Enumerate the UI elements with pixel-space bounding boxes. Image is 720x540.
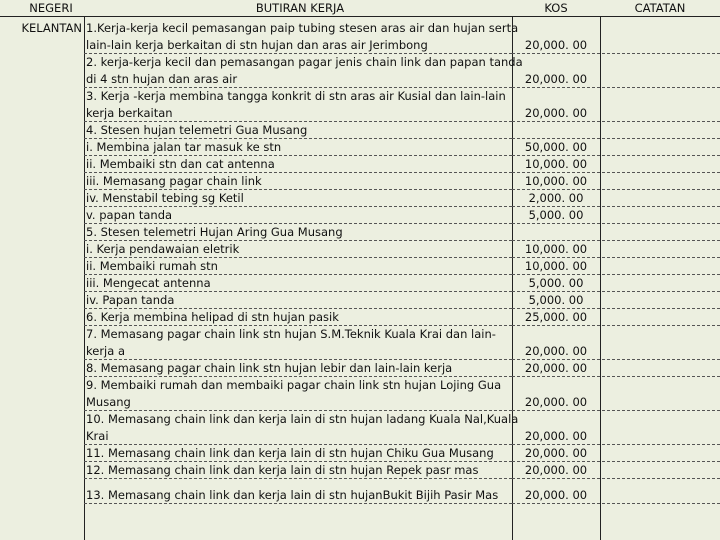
description-line: 8. Memasang pagar chain link stn hujan lebir dan lain-lain kerja: [86, 361, 453, 375]
cost-value: 20,000. 00: [524, 429, 588, 443]
table-row: [0, 54, 720, 88]
description-line: v. papan tanda: [86, 208, 173, 222]
cost-value: 20,000. 00: [524, 463, 588, 477]
cost-value: 20,000. 00: [524, 38, 588, 52]
negeri-cell: KELANTAN: [21, 21, 82, 35]
description-line: 7. Memasang pagar chain link stn hujan S.M.Teknik Kuala Krai dan lain-: [86, 327, 496, 341]
table-row: [0, 139, 720, 156]
description-line: ii. Membaiki rumah stn: [86, 259, 218, 273]
table-row: [0, 309, 720, 326]
description-line: ii. Membaiki stn dan cat antenna: [86, 157, 275, 171]
table-row: [0, 20, 720, 54]
work-description: [84, 445, 514, 462]
description-line: 12. Memasang chain link dan kerja lain di stn hujan Repek pasr mas: [86, 463, 479, 477]
description-line: iv. Papan tanda: [86, 293, 175, 307]
work-description: [84, 54, 523, 88]
description-line: iv. Menstabil tebing sg Ketil: [86, 191, 244, 205]
work-description: [84, 377, 514, 411]
work-description: [84, 224, 514, 241]
header-catatan: CATATAN: [634, 1, 686, 15]
cost-value: 5,000. 00: [528, 293, 584, 307]
cost-value: 50,000. 00: [524, 140, 588, 154]
work-description: [84, 190, 514, 207]
table-row: [0, 292, 720, 309]
work-description: [84, 207, 514, 224]
header-butiran: BUTIRAN KERJA: [255, 1, 345, 15]
work-description: [84, 309, 514, 326]
cost-value: 5,000. 00: [528, 276, 584, 290]
table-row: [0, 241, 720, 258]
table-row: [0, 462, 720, 479]
work-description: [84, 156, 514, 173]
work-description: [84, 88, 514, 122]
cost-value: 20,000. 00: [524, 395, 588, 409]
description-line: i. Kerja pendawaian eletrik: [86, 242, 240, 256]
work-description: [84, 173, 514, 190]
description-line: 1.Kerja-kerja kecil pemasangan paip tubing stesen aras air dan hujan serta: [86, 21, 519, 35]
description-line: 2. kerja-kerja kecil dan pemasangan pagar jenis chain link dan papan tanda: [86, 55, 523, 69]
cost-value: 20,000. 00: [524, 361, 588, 375]
table-row: [0, 275, 720, 292]
cost-value: 20,000. 00: [524, 446, 588, 460]
work-description: [84, 20, 519, 54]
row-separator: [512, 503, 720, 504]
work-description: [84, 275, 514, 292]
description-line: Krai: [86, 429, 109, 443]
description-line: Musang: [86, 395, 131, 409]
table-row: [0, 411, 720, 445]
cost-value: 2,000. 00: [528, 191, 584, 205]
cost-value: 20,000. 00: [524, 488, 588, 502]
cost-value: 10,000. 00: [524, 242, 588, 256]
work-description: [84, 326, 514, 360]
table-row: [0, 479, 720, 504]
table-row: [0, 258, 720, 275]
description-line: di 4 stn hujan dan aras air: [86, 72, 238, 86]
cost-value: 10,000. 00: [524, 157, 588, 171]
description-line: 10. Memasang chain link dan kerja lain di stn hujan ladang Kuala Nal,Kuala: [86, 412, 519, 426]
description-line: 9. Membaiki rumah dan membaiki pagar chain link stn hujan Lojing Gua: [86, 378, 502, 392]
cost-value: 20,000. 00: [524, 72, 588, 86]
description-line: 6. Kerja membina helipad di stn hujan pasik: [86, 310, 339, 324]
cost-value: 20,000. 00: [524, 344, 588, 358]
description-line: 11. Memasang chain link dan kerja lain di stn hujan Chiku Gua Musang: [86, 446, 494, 460]
table-row: [0, 190, 720, 207]
table-row: [0, 207, 720, 224]
work-description: [84, 241, 514, 258]
work-description: [84, 360, 514, 377]
table-row: [0, 377, 720, 411]
description-line: i. Membina jalan tar masuk ke stn: [86, 140, 282, 154]
table-row: [0, 224, 720, 241]
work-description: [84, 258, 514, 275]
table-row: [0, 360, 720, 377]
cost-value: 10,000. 00: [524, 174, 588, 188]
table-row: [0, 326, 720, 360]
description-line: kerja a: [86, 344, 125, 358]
work-description: [84, 292, 514, 309]
table-row: [0, 122, 720, 139]
cost-value: 25,000. 00: [524, 310, 588, 324]
work-description: [84, 487, 514, 504]
description-line: iii. Memasang pagar chain link: [86, 174, 262, 188]
table-row: [0, 173, 720, 190]
description-line: 4. Stesen hujan telemetri Gua Musang: [86, 123, 308, 137]
table-row: [0, 156, 720, 173]
table-row: [0, 445, 720, 462]
table-row: [0, 88, 720, 122]
description-line: 5. Stesen telemetri Hujan Aring Gua Musang: [86, 225, 343, 239]
description-line: 3. Kerja -kerja membina tangga konkrit di stn aras air Kusial dan lain-lain: [86, 89, 506, 103]
cost-value: 20,000. 00: [524, 106, 588, 120]
work-description: [84, 122, 514, 139]
cost-value: 10,000. 00: [524, 259, 588, 273]
work-description: [84, 462, 514, 479]
header-divider: [0, 16, 720, 17]
header-kos: KOS: [544, 1, 568, 15]
work-description: [84, 411, 519, 445]
row-separator: [84, 503, 512, 504]
header-negeri: NEGERI: [29, 1, 73, 15]
work-description: [84, 139, 514, 156]
description-line: kerja berkaitan: [86, 106, 173, 120]
description-line: lain-lain kerja berkaitan di stn hujan dan aras air Jerimbong: [86, 38, 428, 52]
description-line: iii. Mengecat antenna: [86, 276, 211, 290]
description-line: 13. Memasang chain link dan kerja lain di stn hujanBukit Bijih Pasir Mas: [86, 488, 499, 502]
cost-value: 5,000. 00: [528, 208, 584, 222]
